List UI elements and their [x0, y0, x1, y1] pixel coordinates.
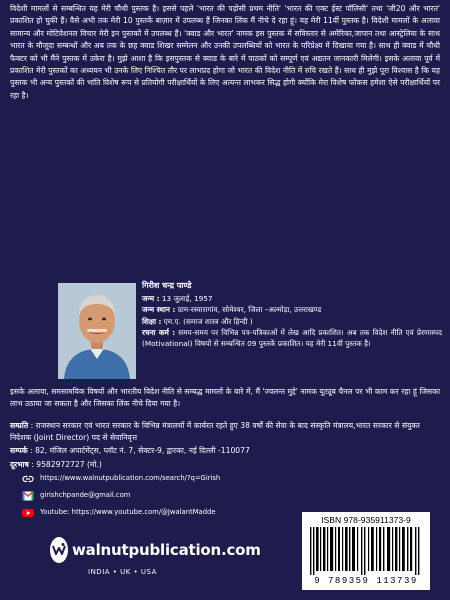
walnut-icon [50, 537, 68, 563]
birthplace-label: जन्म स्थान : [142, 305, 176, 315]
birth-label: जन्म : [142, 294, 160, 304]
contact-links [22, 470, 220, 521]
birth-value: 13 जुलाई, 1957 [161, 294, 213, 304]
fact-label: सम्पर्क [10, 446, 28, 456]
education-value: एम.ए. (समाज शास्त्र और हिन्दी ) [163, 316, 253, 326]
barcode-bars [310, 527, 422, 575]
fact-value: : 82, मंजिल अपार्टमेंट्स, प्लॉट नं. 7, सेक्टर-9, द्वारका, नई दिल्ली -110077 [30, 446, 250, 456]
isbn-barcode [302, 512, 430, 590]
author-name: गिरीश चन्द्र पाण्डे [142, 281, 192, 290]
link-icon [22, 474, 34, 484]
link-text: https://www.walnutpublication.com/search/?q=Girish [40, 474, 221, 482]
publisher-regions: INDIA • UK • USA [88, 568, 157, 576]
youtube-link[interactable] [22, 504, 220, 521]
fact-value: : राजस्थान सरकार एवं भारत सरकार के विभिन्न मंत्रालयों में कार्यरत रहते हुए 38 वर्षों की सेवा के बाद संस्कृति मंत्रालय,भारत सरकार से संयुक्त निदेशक (Joint Director) पद से सेवानिवृत्त [10, 421, 420, 443]
link-text: girishchpande@gmail.com [40, 491, 131, 499]
author-birth [142, 293, 442, 304]
publisher-logo [50, 536, 261, 564]
barcode-digits: 9 789359 113739 [314, 576, 418, 586]
work-label: रचना कर्म : [142, 327, 176, 337]
link-text: Youtube: https://www.youtube.com/@JwalantMadde [40, 508, 216, 516]
author-birthplace [142, 304, 442, 315]
work-value: समय-समय पर विभिन्न पत्र-पत्रिकाओं में लेख आदि प्रकाशित। अब तक विदेश नीति एवं प्रेरणास्पद (Motivational) विषयों से सम्बन्धित 09 पुस्तकें प्रकाशित। यह मेरी 11वीं पुस्तक है। [142, 327, 442, 349]
education-label: शिक्षा : [142, 316, 162, 326]
publisher-search-link[interactable] [22, 470, 220, 487]
author-works [142, 327, 442, 349]
birthplace-value: ग्राम-रस्यारागांव, सोमेश्वर, जिला –अल्मोड़ा, उत्तराखण्ड [177, 305, 322, 315]
channel-paragraph: इसके अलावा, समसामयिक विषयों और भारतीय विदेश नीति से सम्बद्ध मामलों के बारे में, मैं 'ज्वलन्त मुद्दे' नामक यूट्यूब चैनल पर भी काम कर रहा हूं जिसका लाभ उठाया जा सकता है और जिसका लिंक नीचे दिया गया है। [10, 387, 440, 409]
publisher-name: walnutpublication.com [72, 541, 261, 559]
fact-phone [10, 459, 440, 471]
fact-label: दूरभाष [10, 459, 29, 469]
gmail-icon [22, 491, 34, 501]
author-bio [142, 280, 442, 349]
fact-label: सम्प्रति [10, 421, 29, 430]
fact-current-position [10, 420, 440, 444]
isbn-label: ISBN 978-935911373-9 [321, 515, 411, 525]
email-link[interactable] [22, 487, 220, 504]
author-facts [10, 420, 440, 472]
author-education [142, 316, 442, 327]
fact-value: : 9582972727 (मो.) [31, 459, 102, 469]
intro-paragraph: विदेशी मामलों से सम्बन्धित यह मेरी चौथी पुस्तक है। इससे पहले 'भारत की पड़ोसी प्रथम नीति' 'भारत की एक्ट ईस्ट पॉलिसी' तथा 'जी20 और भारत' प्रकाशित हो चुकी हैं। वैसे अभी तक मेरी 10 पुस्तकें बाज़ार में उपलब्ध हैं जिनका लिंक मैं नीचे दे रहा हूं। यह मेरी 11वीं पुस्तक है। विदेशी मामलों के अलावा सामान्य और मोटिवेशनल विचार मेरी इन पुस्तकों में उपलब्ध हैं। 'क्वाड और भारत' नामक इस पुस्तक में सविस्तार से अमेरिका,जापान तथा आस्ट्रेलिया के साथ भारत के मौजूदा सम्बन्धों और अब तक के छह क्वाड शिखर सम्मेलन और उनकी उपलब्धियों को भारत के परिप्रेक्ष्य में दिखाया गया है। साथ ही क्वाड में चौथी फैक्टर को भी मैंने पुस्तक में उकेरा है। मुझे आशा है कि इसपुस्तक से क्वाड के बारे में पाठकों को सम्पूर्ण एवं अद्यतन जानकारी मिलेगी। इसके अलावा पूर्व में प्रकाशित मेरी पुस्तकों का अध्ययन भी उनके लिए निश्चित तौर पर लाभप्रद होगा जो भारत की विदेश नीति में रुचि रखते हैं। साथ ही मुझे पूरा विश्वास है कि यह पुस्तक भी अन्य पुस्तकों की भांति विशेष रूप से प्रतियोगी परीक्षार्थियों के लिए अत्यन्त लाभकर सिद्ध होगी क्योंकि मेरा विशेष फोकस हमेशा ऐसे परीक्षार्थियों पर रहा है। [10, 4, 440, 100]
author-photo [58, 283, 136, 379]
fact-address [10, 445, 440, 457]
youtube-icon [22, 508, 34, 518]
